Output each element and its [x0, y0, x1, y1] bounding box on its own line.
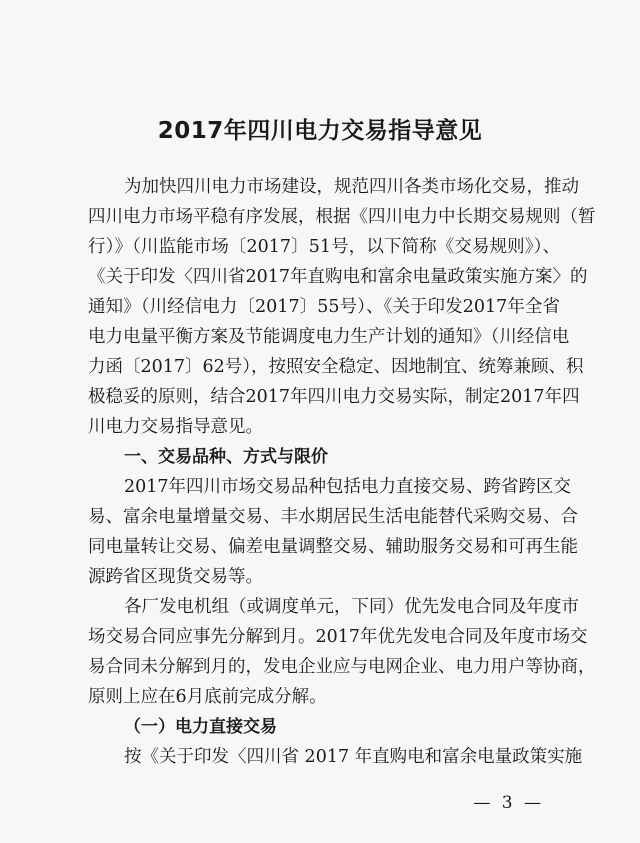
- text-line: 《关于印发〈四川省2017年直购电和富余电量政策实施方案〉的: [88, 267, 588, 287]
- text-line: 通知》（川经信电力〔2017〕55号）、《关于印发2017年全省: [88, 297, 560, 317]
- document-body: [88, 172, 596, 772]
- text-line: 极稳妥的原则，结合2017年四川电力交易实际，制定2017年四: [88, 387, 580, 407]
- document-title: 2017年四川电力交易指导意见: [157, 118, 483, 144]
- text-line: 同电量转让交易、偏差电量调整交易、辅助服务交易和可再生能: [88, 537, 578, 557]
- text-line: 按《关于印发〈四川省 2017 年直购电和富余电量政策实施: [124, 747, 583, 767]
- text-line: 四川电力市场平稳有序发展，根据《四川电力中长期交易规则（暂: [88, 207, 596, 227]
- text-line: 为加快四川电力市场建设，规范四川各类市场化交易，推动: [124, 177, 579, 197]
- text-line: 易、富余电量增量交易、丰水期居民生活电能替代采购交易、合: [88, 507, 578, 527]
- section-heading: 一、交易品种、方式与限价: [124, 447, 328, 467]
- page-number: — 3 —: [473, 793, 544, 813]
- text-line: 川电力交易指导意见。: [88, 417, 263, 437]
- text-line: 源跨省区现货交易等。: [88, 567, 263, 587]
- text-line: 2017年四川市场交易品种包括电力直接交易、跨省跨区交: [124, 477, 572, 497]
- text-line: 原则上应在6月底前完成分解。: [88, 687, 327, 707]
- text-line: 各厂发电机组（或调度单元，下同）优先发电合同及年度市: [124, 597, 579, 617]
- text-line: 力函〔2017〕62号），按照安全稳定、因地制宜、统筹兼顾、积: [88, 357, 584, 377]
- text-line: 易合同未分解到月的，发电企业应与电网企业、电力用户等协商，: [88, 657, 596, 677]
- subsection-heading: （一）电力直接交易: [124, 717, 277, 737]
- text-line: 行）》（川监能市场〔2017〕51号，以下简称《交易规则》）、: [88, 237, 560, 257]
- text-line: 场交易合同应事先分解到月。2017年优先发电合同及年度市场交: [88, 627, 588, 647]
- text-line: 电力电量平衡方案及节能调度电力生产计划的通知》（川经信电: [88, 327, 570, 347]
